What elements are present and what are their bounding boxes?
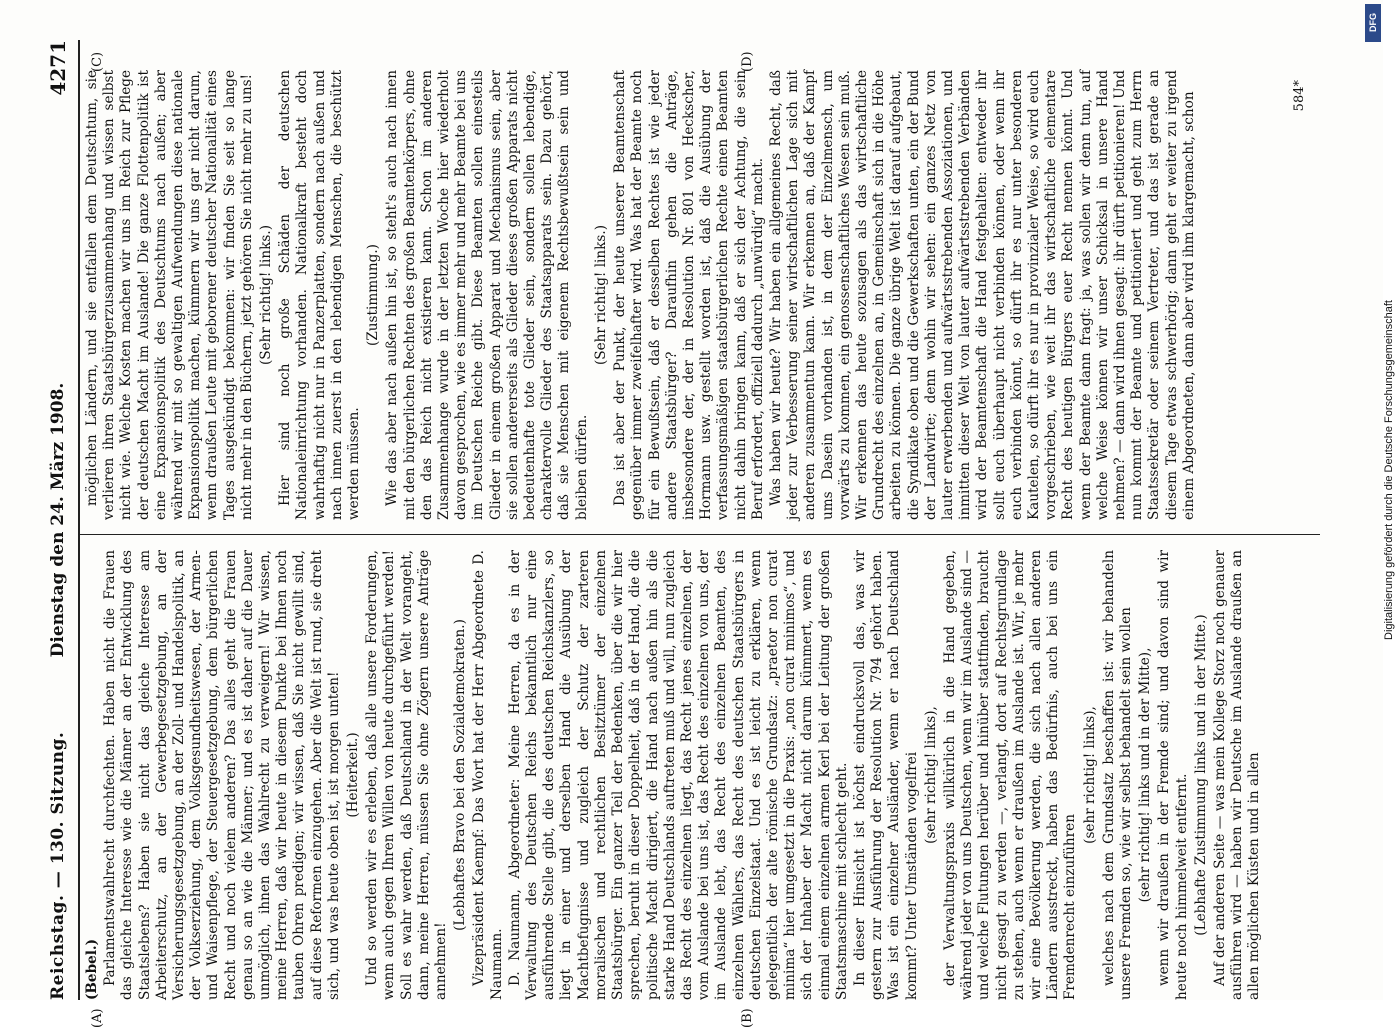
dfg-logo-icon: DFG <box>1365 4 1381 42</box>
right-column-paragraph: möglichen Ländern, und sie entfallen dem Deutschtum, sie verlieren ihren Staatsbürgerzusammenhang und wissen selbst nicht wie. Welche Kosten machen wir uns im Reich zur Pflege der deutschen Macht im Auslande! Die ganze Flottenpolitik ist eine Expansionspolitik des Deutschtums nach außen; aber während wir mit so gewaltigen Aufwendungen diese nationale Expansionspolitik machen, kümmern wir uns gar nicht darum, wenn draußen Leute mit geborener deutscher Nationalität eines Tages ausgekündigt bekommen: wir finden Sie seit so lange nicht mehr in den Büchern, jetzt gehören Sie nicht mehr zu uns! <box>84 70 255 520</box>
margin-mark-c: (C) <box>90 51 105 72</box>
digitization-stamp <box>1361 0 1395 1000</box>
right-column-paragraph: Hier sind noch große Schäden der deutschen Nationaleinrichtung vorhanden. Nationalkraft besteht doch wahrhaftig nicht nur in Panzerplatten, sondern nach außen und nach innen zuerst in den lebendigen Menschen, die beschützt werden müssen. <box>277 70 363 520</box>
left-column-paragraph: In dieser Hinsicht ist höchst eindrucksvoll das, was wir gestern zur Ausführung der Resolution Nr. 794 gehört haben. Was ist ein einzelner Ausländer, wenn er nach Deutschland kommt? Unter Umständen vogelfrei <box>851 550 920 1000</box>
right-column-paragraph: (Sehr richtig! links.) <box>592 224 609 366</box>
left-column-paragraph: wenn wir draußen in der Fremde sind; und davon sind wir heute noch himmelweit entfernt. <box>1156 550 1190 1000</box>
left-column-paragraph: D. Naumann, Abgeordneter: Meine Herren, da es in der Verwaltung des Deutschen Reichs bekanntlich nur eine ausführende Stelle gibt, die des deutschen Reichskanzlers, so liegt in einer und derselben Hand die Ausübung der Machtbefugnisse und zugleich der Schutz der zarteren moralischen und rechtlichen Besitztümer der einzelnen Staatsbürger. Ein ganzer Teil der Bedenken, über die wir hier sprechen, beruht in dieser Doppelheit, daß in der Hand, die die politische Macht dirigiert, die Hand nach außen hin als die starke Hand Deutschlands auftreten muß und will, nun zugleich das Recht des einzelnen liegt, das Recht jenes einzelnen, der vom Auslande bei uns ist, das Recht des einzelnen von uns, der im Auslande lebt, das Recht des einzelnen Beamten, des einzelnen Wählers, das Recht des deutschen Staatsbürgers in deutschen Einzelstaat. Und es ist leicht zu erklären, wenn gelegentlich der alte römische Grundsatz: „praetor non curat minima“ hier umgesetzt in die Praxis: „non curat minimos“, und sich der Inhaber der Macht nicht darum kümmert, wenn es einmal einem einzelnen armen Kerl bei der Leitung der großen Staatsmaschine mit schlecht geht. <box>506 550 850 1000</box>
margin-mark-d: (D) <box>740 51 755 72</box>
digitization-note: Digitalisierung gefördert durch die Deutsche Forschungsgemeinschaft <box>1383 300 1395 640</box>
header-date: Dienstag den 24. März 1908. <box>48 382 68 658</box>
right-column-paragraph: Wie das aber nach außen hin ist, so steht's auch nach innen mit den bürgerlichen Rechten des großen Beamtenkörpers, ohne den das Reich nicht existieren kann. Schon im anderen Zusammenhange wurde in der letzten Woche hier wiederholt davon gesprochen, wie es immer mehr und mehr Beamte bei uns im Deutschen Reiche gibt. Diese Beamten sollen einesteils Glieder in einem großen Apparat und Mechanismus sein, aber sie sollen andererseits als Glieder dieses großen Apparats nicht bedeutenhafte tote Glieder sein, sondern sollen lebendige, charaktervolle Glieder des Staatsapparats sein. Dazu gehört, daß sie Menschen mit eigenem Rechtsbewußtsein sein und bleiben dürfen. <box>384 70 590 520</box>
speaker-tag: (Bebel.) <box>84 938 100 1000</box>
left-column-paragraph: (Lebhaftes Bravo bei den Sozialdemokraten.) <box>452 619 469 931</box>
margin-mark-b: (B) <box>740 1008 755 1028</box>
left-column <box>84 550 1314 1000</box>
page-header <box>40 40 80 1000</box>
left-column-paragraph: (Heiterkeit.) <box>345 732 362 818</box>
left-paragraphs <box>102 550 1263 1000</box>
left-column-paragraph: (sehr richtig! links), <box>1081 706 1098 844</box>
left-column-paragraph: Auf der anderen Seite — was mein Kollege Storz noch genauer ausführen wird — haben wir Deutsche im Auslande draußen an allen möglichen Küsten und in allen <box>1212 550 1263 1000</box>
left-column-paragraph: (sehr richtig! links), <box>922 706 939 844</box>
left-column-paragraph: welches nach dem Grundsatz beschaffen ist: wir behandeln unsere Fremden so, wie wir selbst behandelt sein wollen <box>1100 550 1134 1000</box>
left-column-paragraph: (Lebhafte Zustimmung links und in der Mitte.) <box>1192 614 1209 936</box>
left-column-paragraph: der Verwaltungspraxis willkürlich in die Hand gegeben, während jeder von uns Deutschen, wenn wir im Auslande sind — und welche Flutungen herüber und hinüber stattfinden, braucht nicht gesagt zu werden —, verlangt, dort auf Rechtsgrundlage zu stehen, auch wenn er draußen im Auslande ist. Wir, je mehr wir eine Bevölkerung werden, die sich nach allen anderen Ländern ausstreckt, haben das Bedürfnis, auch bei uns ein Fremdenrecht einzuführen <box>941 550 1079 1000</box>
left-column-paragraph: Parlamentswahlrecht durchfechten. Haben nicht die Frauen das gleiche Interesse wie die Männer an der Entwicklung des Staatslebens? Haben sie nicht das gleiche Interesse am Arbeiterschutz, an der Gewerbegesetzgebung, an der Versicherungsgesetzgebung, an der Zoll- und Handelspolitik, an der Volkserziehung, dem Volksgesundheitswesen, der Armen- und Waisenpflege, der Steuergesetzgebung, dem bürgerlichen Recht und noch vielem anderen? Das alles geht die Frauen genau so an wie die Männer; und es ist daher auf die Dauer unmöglich, ihnen das Wahlrecht zu verweigern! Wir wissen, meine Herren, daß wir heute in diesem Punkte bei Ihnen noch tauben Ohren predigen; wir wissen, daß Sie nicht gewillt sind, auf diese Reformen einzugehen. Aber die Welt ist rund, sie dreht sich, und was heute oben ist, ist morgen unten! <box>102 550 342 1000</box>
right-column-paragraph: Was haben wir heute? Wir haben ein allgemeines Recht, daß jeder zur Verbesserung seiner wirtschaftlichen Lage sich mit anderen zusammentun kann. Wir erkennen an, daß der Kampf ums Dasein vorhanden ist, in dem der Einzelmensch, um vorwärts zu kommen, ein genossenschaftliches Wesen sein muß. Wir erkennen das heute sozusagen als das wirtschaftliche Grundrecht des einzelnen an, in Gemeinschaft sich in die Höhe arbeiten zu können. Die ganze übrige Welt ist darauf aufgebaut, die Syndikate oben und die Gewerkschaften unten, ein der Bund der Landwirte; denn wohin wir sehen: ein ganzes Netz von lauter erwerbenden und aufwärtsstrebenden Assoziationen, und inmitten dieser Welt von lauter aufwärtsstrebenden Verbänden wird der Beamtenschaft die Hand festgehalten: entweder ihr sollt euch überhaupt nicht verbinden können, oder wenn ihr euch verbinden könnt, so dürft ihr es nur unter besonderen Kautelen, so dürft ihr es nur in provinzialer Weise, so wird euch vorgeschrieben, wie weit ihr das wirtschaftliche elementare Recht des heutigen Bürgers euer Recht nennen könnt. Und wenn der Beamte dann fragt: ja, was sollen wir denn tun, auf welche Weise können wir unser Schicksal in unsere Hand nehmen? — dann wird ihnen gesagt: ihr dürft petitionieren! Und nun kommt der Beamte und petitioniert und geht zum Herrn Staatssekretär oder seinem Vertreter, und das ist gerade an diesem Tage etwas schwerhörig; dann geht er weiter zu irgend einem Abgeordneten, dann aber wird ihm klargemacht, schon <box>767 70 1197 520</box>
rotated-page-content <box>40 40 1320 1028</box>
header-rule <box>78 40 80 1000</box>
right-column <box>84 70 1314 520</box>
right-paragraphs <box>84 70 1198 520</box>
right-column-paragraph: (Zustimmung.) <box>365 244 382 346</box>
header-session: Reichstag. — 130. Sitzung. <box>48 731 68 1000</box>
signature-mark: 584* <box>1291 80 1307 112</box>
right-column-paragraph: Das ist aber der Punkt, der heute unserer Beamtenschaft gegenüber immer zweifelhafter wird. Was hat der Beamte noch für ein Bewußtsein, daß er desselben Rechtes ist wie jeder andere Staatsbürger? Daraufhin gehen die Anträge, insbesondere der, der in Resolution Nr. 801 von Heckscher, Hormann usw. gestellt worden ist, daß die Ausübung der verfassungsmäßigen staatsbürgerlichen Rechte einen Beamten nicht dahin bringen kann, daß er sich der Achtung, die sein Beruf erfordert, offiziell dadurch „unwürdig“ macht. <box>612 70 766 520</box>
page-number: 4271 <box>46 40 70 96</box>
left-column-paragraph: (sehr richtig! links und in der Mitte), <box>1137 647 1154 903</box>
margin-mark-a: (A) <box>90 1008 105 1028</box>
column-divider <box>80 534 1320 535</box>
right-column-paragraph: (Sehr richtig! links.) <box>258 224 275 366</box>
left-column-paragraph: Vizepräsident Kaempf: Das Wort hat der Herr Abgeordnete D. Naumann. <box>471 550 505 1000</box>
left-column-paragraph: Und so werden wir es erleben, daß alle unsere Forderungen, wenn auch gegen Ihren Willen von heute durchgeführt werden! Soll es wahr werden, daß Deutschland in der Welt vorangeht, dann, meine Herren, müssen Sie ohne Zögern unsere Anträge annehmen! <box>364 550 450 1000</box>
